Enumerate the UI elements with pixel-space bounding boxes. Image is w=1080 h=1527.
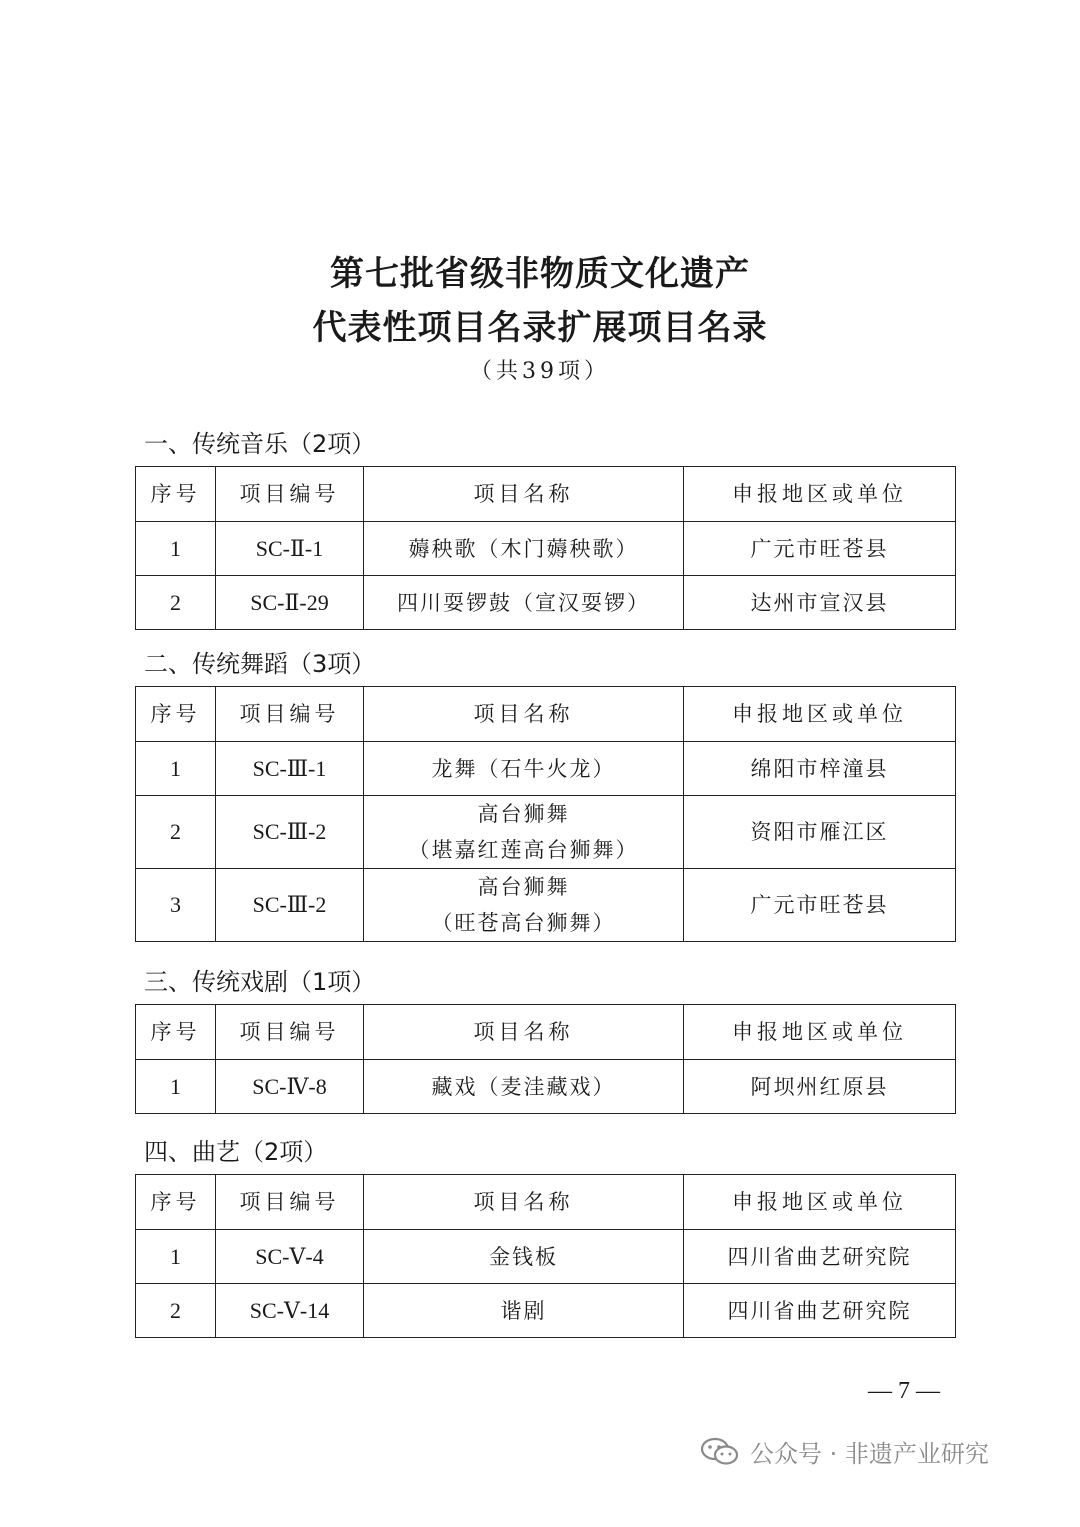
table-header-row <box>136 1175 956 1230</box>
header-cell-seq: 序号 <box>136 687 216 742</box>
cell-seq: 2 <box>136 576 216 630</box>
cell-code: SC-Ⅴ-4 <box>216 1230 364 1284</box>
header-cell-seq: 序号 <box>136 1005 216 1060</box>
header-cell-name: 项目名称 <box>364 1005 684 1060</box>
cell-code: SC-Ⅲ-2 <box>216 869 364 942</box>
cell-seq: 1 <box>136 522 216 576</box>
header-cell-unit: 申报地区或单位 <box>684 687 956 742</box>
header-cell-code: 项目编号 <box>216 1005 364 1060</box>
section-heading: 二、传统舞蹈（3项） <box>144 650 376 678</box>
section-heading: 一、传统音乐（2项） <box>144 430 376 458</box>
header-cell-seq: 序号 <box>136 467 216 522</box>
cell-unit: 阿坝州红原县 <box>684 1060 956 1114</box>
cell-code: SC-Ⅲ-2 <box>216 796 364 869</box>
wechat-icon <box>700 1437 740 1467</box>
cell-code: SC-Ⅳ-8 <box>216 1060 364 1114</box>
table-row <box>136 869 956 942</box>
items-table <box>135 1004 956 1114</box>
table-header-row <box>136 687 956 742</box>
cell-name <box>364 1230 684 1284</box>
table-row <box>136 1230 956 1284</box>
table-row <box>136 1060 956 1114</box>
header-cell-name: 项目名称 <box>364 467 684 522</box>
header-cell-code: 项目编号 <box>216 1175 364 1230</box>
table-header-row <box>136 1005 956 1060</box>
page-number: — 7 — <box>868 1378 940 1404</box>
cell-name-line: 藏戏（麦洼藏戏） <box>431 1074 616 1099</box>
cell-name-line: 高台狮舞 <box>477 802 570 826</box>
section-heading: 四、曲艺（2项） <box>144 1138 328 1166</box>
cell-unit: 四川省曲艺研究院 <box>684 1284 956 1338</box>
table-row <box>136 522 956 576</box>
cell-unit: 资阳市雁江区 <box>684 796 956 869</box>
section-heading: 三、传统戏剧（1项） <box>144 968 376 996</box>
cell-code: SC-Ⅲ-1 <box>216 742 364 796</box>
cell-name-line: 薅秧歌（木门薅秧歌） <box>408 536 639 561</box>
cell-name <box>364 1284 684 1338</box>
header-cell-code: 项目编号 <box>216 687 364 742</box>
cell-name-line: 四川耍锣鼓（宣汉耍锣） <box>397 590 650 615</box>
header-cell-unit: 申报地区或单位 <box>684 1175 956 1230</box>
cell-code: SC-Ⅱ-29 <box>216 576 364 630</box>
footer-watermark <box>700 1434 989 1469</box>
header-cell-name: 项目名称 <box>364 687 684 742</box>
cell-code: SC-Ⅴ-14 <box>216 1284 364 1338</box>
cell-name <box>364 742 684 796</box>
header-cell-unit: 申报地区或单位 <box>684 467 956 522</box>
cell-seq: 1 <box>136 1230 216 1284</box>
table-row <box>136 796 956 869</box>
header-cell-code: 项目编号 <box>216 467 364 522</box>
cell-name <box>364 1060 684 1114</box>
cell-name-line: （堪嘉红莲高台狮舞） <box>408 838 639 862</box>
document-title-line1: 第七批省级非物质文化遗产 <box>330 254 750 294</box>
table-row <box>136 576 956 630</box>
cell-unit: 四川省曲艺研究院 <box>684 1230 956 1284</box>
cell-unit: 广元市旺苍县 <box>684 522 956 576</box>
cell-unit: 广元市旺苍县 <box>684 869 956 942</box>
header-cell-name: 项目名称 <box>364 1175 684 1230</box>
cell-name <box>364 869 684 942</box>
cell-seq: 1 <box>136 742 216 796</box>
cell-seq: 1 <box>136 1060 216 1114</box>
cell-name <box>364 576 684 630</box>
header-cell-unit: 申报地区或单位 <box>684 1005 956 1060</box>
cell-seq: 3 <box>136 869 216 942</box>
header-cell-seq: 序号 <box>136 1175 216 1230</box>
document-title-line2: 代表性项目名录扩展项目名录 <box>312 308 768 348</box>
footer-text: 公众号 · 非遗产业研究 <box>750 1440 989 1468</box>
cell-name-line: 龙舞（石牛火龙） <box>431 756 616 781</box>
cell-seq: 2 <box>136 796 216 869</box>
cell-name <box>364 796 684 869</box>
items-table <box>135 686 956 942</box>
cell-name <box>364 522 684 576</box>
table-row <box>136 1284 956 1338</box>
cell-seq: 2 <box>136 1284 216 1338</box>
cell-name-line: 谐剧 <box>500 1298 547 1323</box>
cell-name-line: 金钱板 <box>489 1244 558 1269</box>
table-header-row <box>136 467 956 522</box>
cell-name-line: （旺苍高台狮舞） <box>431 911 616 935</box>
cell-unit: 达州市宣汉县 <box>684 576 956 630</box>
items-table <box>135 466 956 630</box>
cell-code: SC-Ⅱ-1 <box>216 522 364 576</box>
table-row <box>136 742 956 796</box>
document-subtitle: （共39项） <box>470 359 610 384</box>
cell-name-line: 高台狮舞 <box>477 875 570 899</box>
cell-unit: 绵阳市梓潼县 <box>684 742 956 796</box>
items-table <box>135 1174 956 1338</box>
